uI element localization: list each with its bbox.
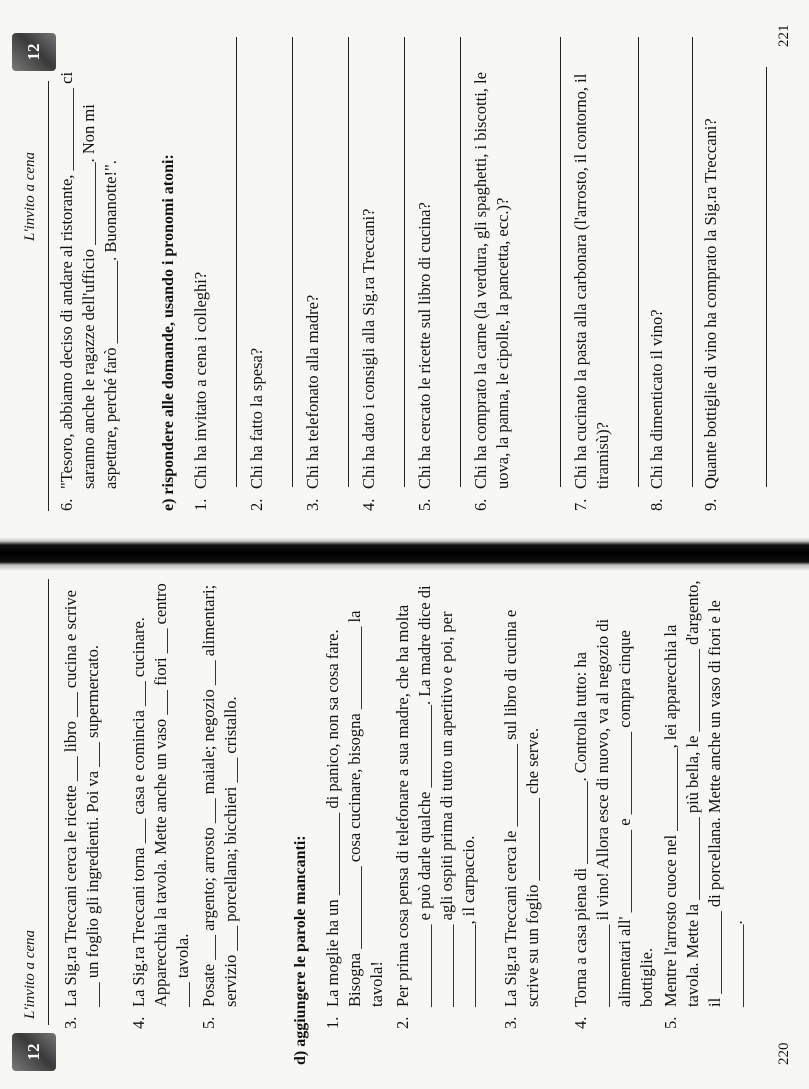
item-number: 3. bbox=[61, 1016, 80, 1029]
exercise-d-item-2 bbox=[392, 577, 480, 1029]
question-3 bbox=[302, 41, 324, 511]
item-number: 4. bbox=[129, 1016, 148, 1029]
left-page bbox=[0, 569, 809, 1089]
exercise-d-item-5 bbox=[660, 577, 748, 1029]
exercise-c-item-3 bbox=[60, 577, 104, 1029]
question-text: Chi ha cercato le ricette sul libro di cucina? bbox=[415, 202, 434, 489]
question-text: Chi ha comprato la carne (la verdura, gli spaghetti, i biscotti, le uova, la panna, le cipolle, la pancetta, ecc.)? bbox=[471, 72, 512, 489]
question-text: Chi ha dimenticato il vino? bbox=[647, 309, 666, 489]
answer-line[interactable] bbox=[348, 37, 349, 487]
item-number: 5. bbox=[199, 1016, 218, 1029]
question-9 bbox=[700, 41, 722, 511]
section-e-heading bbox=[160, 154, 178, 511]
item-text[interactable]: Mentre l'arrosto cuoce nel __________, lei apparecchia la tavola. Mette la __________ più bella, le __________ d'argento, il __________ di porcellana. Mette anche un vaso di fiori e le __________. bbox=[661, 580, 746, 1007]
header-rule bbox=[48, 579, 49, 1025]
question-text: Chi ha telefonato alla madre? bbox=[303, 294, 322, 489]
answer-line[interactable] bbox=[292, 37, 293, 487]
section-letter: e) bbox=[160, 498, 177, 511]
answer-line[interactable] bbox=[236, 37, 237, 487]
question-number: 5. bbox=[415, 498, 434, 511]
question-number: 2. bbox=[247, 498, 266, 511]
question-number: 4. bbox=[359, 498, 378, 511]
question-text: Chi ha invitato a cena i colleghi? bbox=[191, 271, 210, 489]
question-number: 1. bbox=[191, 498, 210, 511]
section-title: aggiungere le parole mancanti: bbox=[292, 835, 309, 1047]
item-number: 5. bbox=[661, 1016, 680, 1029]
item-text[interactable]: La Sig.ra Treccani cerca le __________ sul libro di cucina e scrive su un foglio __________ che serve. bbox=[501, 609, 542, 1007]
question-number: 9. bbox=[701, 498, 720, 511]
question-6 bbox=[470, 41, 514, 511]
chapter-tab: 12 bbox=[12, 33, 56, 71]
item-text[interactable]: Torna a casa piena di __________. Controlla tutto: ha __________ il vino! Allora esce di nuovo, va al negozio di alimentari all' __________ e __________ compra cinque bottiglie. bbox=[571, 618, 656, 1007]
question-text: Chi ha fatto la spesa? bbox=[247, 347, 266, 489]
book-gutter bbox=[0, 537, 809, 571]
question-number: 8. bbox=[647, 498, 666, 511]
item-text[interactable]: "Tesoro, abbiamo deciso di andare al ristorante, __________ ci saranno anche le ragazze dell'ufficio __________. Non mi aspettare, perché farò __________. Buonanotte!". bbox=[57, 71, 120, 489]
item-text[interactable]: La moglie ha un __________ di panico, non sa cosa fare. Bisogna __________ cosa cucinare, bisogna __________ la tavola! bbox=[323, 610, 386, 1007]
question-number: 6. bbox=[471, 498, 490, 511]
page-number: 220 bbox=[776, 1042, 792, 1065]
question-5 bbox=[414, 41, 436, 511]
question-4 bbox=[358, 41, 380, 511]
question-text: Chi ha dato i consigli alla Sig.ra Treccani? bbox=[359, 208, 378, 489]
exercise-d-item-1 bbox=[322, 577, 388, 1029]
answer-line[interactable] bbox=[560, 37, 561, 487]
question-number: 3. bbox=[303, 498, 322, 511]
exercise-d-item-3 bbox=[500, 577, 544, 1029]
item-text[interactable]: La Sig.ra Treccani cerca le ricette ___ libro ___ cucina e scrive ___ un foglio gli ingredienti. Poi va ___ supermercato. bbox=[61, 590, 102, 1007]
exercise-c-item-4 bbox=[128, 577, 194, 1029]
item-text[interactable]: Posate ___ argento; arrosto ___ maiale; negozio ___ alimentari; servizio ___ porcellana; bicchieri ___ cristallo. bbox=[199, 584, 240, 1007]
item-number: 2. bbox=[393, 1016, 412, 1029]
chapter-tab: 12 bbox=[12, 1033, 56, 1071]
section-letter: d) bbox=[292, 1050, 309, 1065]
question-1 bbox=[190, 41, 212, 511]
item-number: 3. bbox=[501, 1016, 520, 1029]
running-header: L'invito a cena bbox=[22, 929, 38, 1019]
item-text[interactable]: Per prima cosa pensa di telefonare a sua madre, che ha molta __________ e può darle qualche __________. La madre dice di __________ agli ospiti prima di tutto un aperitivo e poi, per __________, il carpaccio. bbox=[393, 585, 478, 1007]
question-2 bbox=[246, 41, 268, 511]
item-number: 6. bbox=[57, 498, 76, 511]
item-number: 4. bbox=[571, 1016, 590, 1029]
section-d-heading bbox=[292, 835, 310, 1065]
question-number: 7. bbox=[571, 498, 590, 511]
question-text: Chi ha cucinato la pasta alla carbonara (l'arrosto, il contorno, il tiramisù)? bbox=[571, 73, 612, 489]
right-page bbox=[0, 0, 809, 541]
question-text: Quante bottiglie di vino ha comprato la Sig.ra Treccani? bbox=[701, 118, 720, 489]
answer-line[interactable] bbox=[692, 37, 693, 487]
exercise-c-item-5 bbox=[198, 577, 242, 1029]
header-rule bbox=[48, 81, 49, 511]
exercise-d-item-6 bbox=[56, 41, 122, 511]
running-header: L'invito a cena bbox=[22, 151, 38, 241]
page-number: 221 bbox=[776, 24, 792, 47]
answer-line[interactable] bbox=[404, 37, 405, 487]
item-text[interactable]: La Sig.ra Treccani torna ___ casa e comincia ___ cucinare. Apparecchia la tavola. Mette anche un vaso ___ fiori ___ centro ___ tavola. bbox=[129, 583, 192, 1007]
section-title: rispondere alle domande, usando i pronomi atoni: bbox=[160, 154, 177, 495]
question-8 bbox=[646, 41, 668, 511]
item-number: 1. bbox=[323, 1016, 342, 1029]
answer-line[interactable] bbox=[766, 67, 767, 487]
exercise-d-item-4 bbox=[570, 577, 658, 1029]
question-7 bbox=[570, 41, 614, 511]
answer-line[interactable] bbox=[638, 37, 639, 487]
answer-line[interactable] bbox=[460, 37, 461, 487]
